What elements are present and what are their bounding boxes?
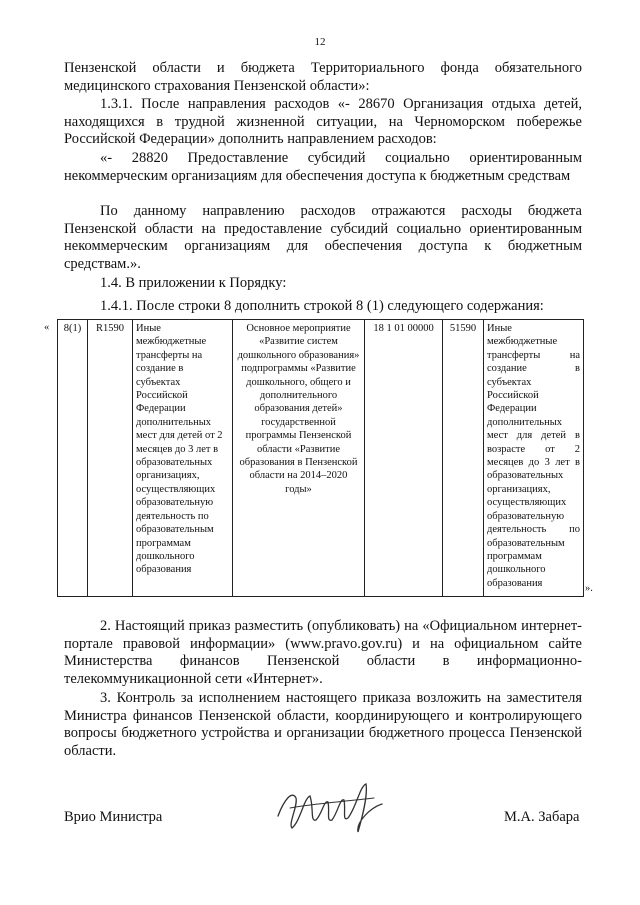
paragraph-3: 3. Контроль за исполнением настоящего приказа возложить на заместителя Министра финансов Пензенской области, координирующего и контролирующего вопросы бюджетного устройства и организации бюджетного процесса Пензенской области. [64, 690, 582, 759]
paragraph-2: 2. Настоящий приказ разместить (опубликовать) на «Официальном интернет-портале правовой информации» (www.pravo.gov.ru) и на официальном сайте Министерства финансов Пензенской области в информационно-телекоммуникационной сети «Интернет». [64, 618, 582, 687]
paragraph-1-3-1: 1.3.1. После направления расходов «- 28670 Организация отдыха детей, находящихся в трудной жизненной ситуации, на Черноморском побережье Российской Федерации» дополнить направлением расходов: [64, 96, 582, 147]
paragraph-continuation: Пензенской области и бюджета Территориального фонда обязательного медицинского страхования Пензенской области»: [64, 60, 582, 94]
paragraph-1-4: 1.4. В приложении к Порядку: [100, 275, 287, 291]
appendix-table [57, 319, 584, 597]
paragraph-1-4-1: 1.4.1. После строки 8 дополнить строкой 8 (1) следующего содержания: [100, 298, 544, 314]
signatory-position: Врио Министра [64, 809, 163, 825]
page-number: 12 [314, 36, 326, 48]
table-close-quote: ». [585, 583, 593, 594]
paragraph-direction-28820: «- 28820 Предоставление субсидий социально ориентированным некоммерческим организациям для обеспечения доступа к бюджетным средствам [64, 150, 582, 184]
handwritten-signature [270, 778, 390, 838]
kbk-cell: 18 1 01 00000 [365, 320, 443, 597]
description-cell: Иные межбюджетные трансферты на создание в субъектах Российской Федерации дополнительных мест для детей в возрасте от 2 месяцев до 3 лет в образовательных организациях, осуществляющих образовательную деятельность по образовательным программам дошкольного образования [484, 320, 584, 597]
signatory-name: М.А. Забара [504, 809, 580, 825]
measure-cell: Основное мероприятие «Развитие систем дошкольного образования» подпрограммы «Развитие дошкольного, общего и дополнительного образования детей» государственной программы Пензенской области «Развитие образования в Пензенской области на 2014–2020 годы» [233, 320, 365, 597]
table-open-quote: « [44, 322, 50, 333]
paragraph-direction-description: По данному направлению расходов отражаются расходы бюджета Пензенской области на предоставление субсидий социально ориентированным некоммерческим организациям для обеспечения доступа к бюджетным средствам.». [64, 203, 582, 272]
code-cell: R1590 [88, 320, 133, 597]
row-number-cell: 8(1) [58, 320, 88, 597]
table-row [58, 320, 584, 597]
direction-cell: 51590 [443, 320, 484, 597]
name-cell: Иные межбюджетные трансферты на создание в субъектах Российской Федерации дополнительных мест для детей от 2 месяцев до 3 лет в образовательных организациях, осуществляющих образовательную деятельность по образовательным программам дошкольного образования [133, 320, 233, 597]
